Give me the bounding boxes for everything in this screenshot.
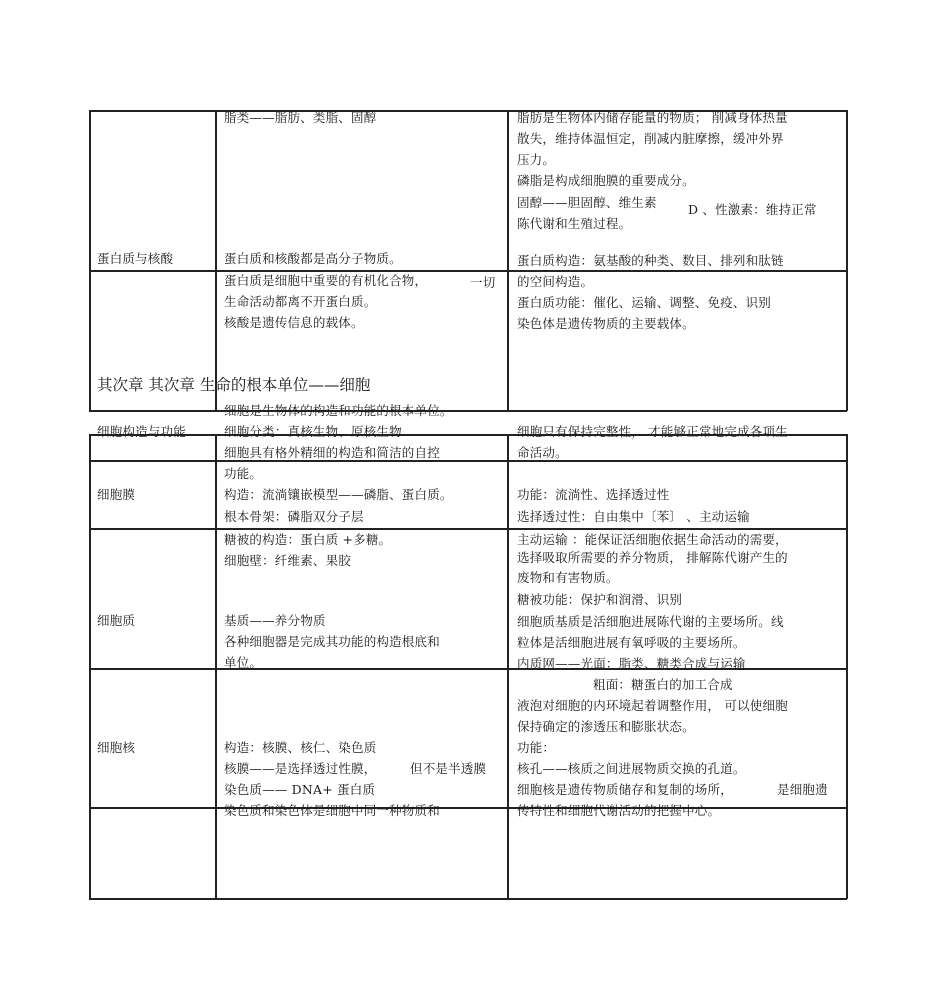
protein-row-label: 蛋白质与核酸 — [97, 251, 174, 266]
membrane-left-line-3: 糖被的构造：蛋白质 +多糖。 — [224, 532, 392, 547]
cytoplasm-right-line-1: 细胞质基质是活细胞进展陈代谢的主要场所。线 — [517, 614, 784, 629]
cytoplasm-right-line-6: 保持确定的渗透压和膨胀状态。 — [517, 719, 695, 734]
protein-left-line-3: 生命活动都离不开蛋白质。 — [224, 294, 377, 309]
cytoplasm-left-line-3: 单位。 — [224, 655, 263, 670]
membrane-right-line-2: 选择透过性：自由集中〔苯〕 、主动运输 — [517, 509, 750, 524]
protein-right-line-3: 蛋白质功能：催化、运输、调整、免疫、识别 — [517, 295, 772, 310]
lipid-right-line-3: 压力。 — [517, 152, 556, 167]
membrane-right-line-4: 选择吸取所需要的养分物质， 排解陈代谢产生的 — [517, 550, 788, 565]
structure-row-label: 细胞构造与功能 — [97, 424, 186, 439]
protein-left-line-2a: 蛋白质是细胞中重要的有机化合物， — [224, 273, 428, 288]
table2-right-border — [846, 434, 848, 899]
lipid-right-line-1: 脂肪是生物体内储存能量的物质； 削减身体热量 — [517, 110, 788, 125]
structure-left-line-2: 细胞分类：真核生物、原核生物 — [224, 424, 402, 439]
table2-row-divider-1 — [89, 460, 847, 462]
table1-bottom-border — [89, 410, 847, 412]
protein-right-line-1: 蛋白质构造：氨基酸的种类、数目、排列和肽链 — [517, 253, 784, 268]
table1-right-border — [846, 110, 848, 411]
nucleus-left-line-1: 构造：核膜、核仁、染色质 — [224, 740, 377, 755]
table2-row-divider-4 — [89, 807, 847, 809]
nucleus-left-line-3: 染色质—— DNA+ 蛋白质 — [224, 782, 376, 797]
membrane-right-line-6: 糖被功能：保护和润滑、识别 — [517, 592, 683, 607]
lipid-left-text: 脂类——脂肪、类脂、固醇 — [224, 110, 377, 125]
protein-right-line-2: 的空间构造。 — [517, 274, 594, 289]
table2-left-border — [89, 434, 91, 899]
structure-left-line-1: 细胞是生物体的构造和功能的根本单位。 — [224, 403, 453, 418]
table2-bottom-border — [89, 898, 847, 900]
lipid-right-line-5a: 固醇——胆固醇、维生素 — [517, 195, 657, 210]
membrane-row-label: 细胞膜 — [97, 487, 136, 502]
protein-left-line-1: 蛋白质和核酸都是高分子物质。 — [224, 251, 402, 266]
table2-col-divider-2 — [507, 434, 509, 899]
nucleus-row-label: 细胞核 — [97, 740, 136, 755]
chapter-heading: 其次章 其次章 生命的根本单位——细胞 — [97, 376, 371, 394]
lipid-right-line-6: 陈代谢和生殖过程。 — [517, 216, 632, 231]
table2-col-divider-1 — [215, 434, 217, 899]
cytoplasm-row-label: 细胞质 — [97, 613, 136, 628]
cytoplasm-left-line-1: 基质——养分物质 — [224, 613, 326, 628]
structure-right-line-2: 命活动。 — [517, 445, 568, 460]
cytoplasm-right-line-4: 粗面：糖蛋白的加工合成 — [593, 677, 733, 692]
nucleus-right-line-1: 功能： — [517, 740, 556, 755]
lipid-right-line-5b: D 、性激素：维持正常 — [688, 202, 817, 217]
protein-left-line-2b: 一切 — [470, 275, 496, 290]
membrane-left-line-2: 根本骨架：磷脂双分子层 — [224, 509, 364, 524]
structure-left-line-4: 功能。 — [224, 466, 263, 481]
cytoplasm-left-line-2: 各种细胞器是完成其功能的构造根底和 — [224, 634, 440, 649]
nucleus-left-line-4: 染色质和染色体是细胞中同一种物质和 — [224, 803, 440, 818]
membrane-right-line-1: 功能：流淌性、选择透过性 — [517, 487, 670, 502]
nucleus-left-line-2b: 但不是半透膜 — [410, 761, 487, 776]
table1-col-divider-1 — [215, 110, 217, 411]
structure-left-line-3: 细胞具有格外精细的构造和简洁的自控 — [224, 445, 440, 460]
membrane-left-line-4: 细胞壁：纤维素、果胶 — [224, 553, 352, 568]
nucleus-right-line-2: 核孔——核质之间进展物质交换的孔道。 — [517, 761, 746, 776]
protein-left-line-4: 核酸是遗传信息的载体。 — [224, 315, 364, 330]
cytoplasm-right-line-3: 内质网——光面：脂类、糖类合成与运输 — [517, 656, 746, 671]
table1-col-divider-2 — [507, 110, 509, 411]
cytoplasm-right-line-5: 液泡对细胞的内环境起着调整作用， 可以使细胞 — [517, 698, 788, 713]
nucleus-left-line-2a: 核膜——是选择透过性膜， — [224, 761, 377, 776]
nucleus-right-line-4: 传特性和细胞代谢活动的把握中心。 — [517, 803, 721, 818]
membrane-right-line-3: 主动运输 ：能保证活细胞依据生命活动的需要， — [517, 532, 788, 547]
nucleus-right-line-3b: 是细胞遗 — [777, 782, 828, 797]
membrane-right-line-5: 废物和有害物质。 — [517, 570, 619, 585]
lipid-right-line-4: 磷脂是构成细胞膜的重要成分。 — [517, 173, 695, 188]
lipid-right-line-2: 散失，维持体温恒定，削减内脏摩擦，缓冲外界 — [517, 131, 784, 146]
membrane-left-line-1: 构造：流淌镶嵌模型——磷脂、蛋白质。 — [224, 487, 453, 502]
table1-left-border — [89, 110, 91, 411]
protein-right-line-4: 染色体是遗传物质的主要载体。 — [517, 316, 695, 331]
cytoplasm-right-line-2: 粒体是活细胞进展有氧呼吸的主要场所。 — [517, 635, 746, 650]
nucleus-right-line-3a: 细胞核是遗传物质储存和复制的场所， — [517, 782, 733, 797]
structure-right-line-1: 细胞只有保持完整性， 才能够正常地完成各项生 — [517, 424, 788, 439]
